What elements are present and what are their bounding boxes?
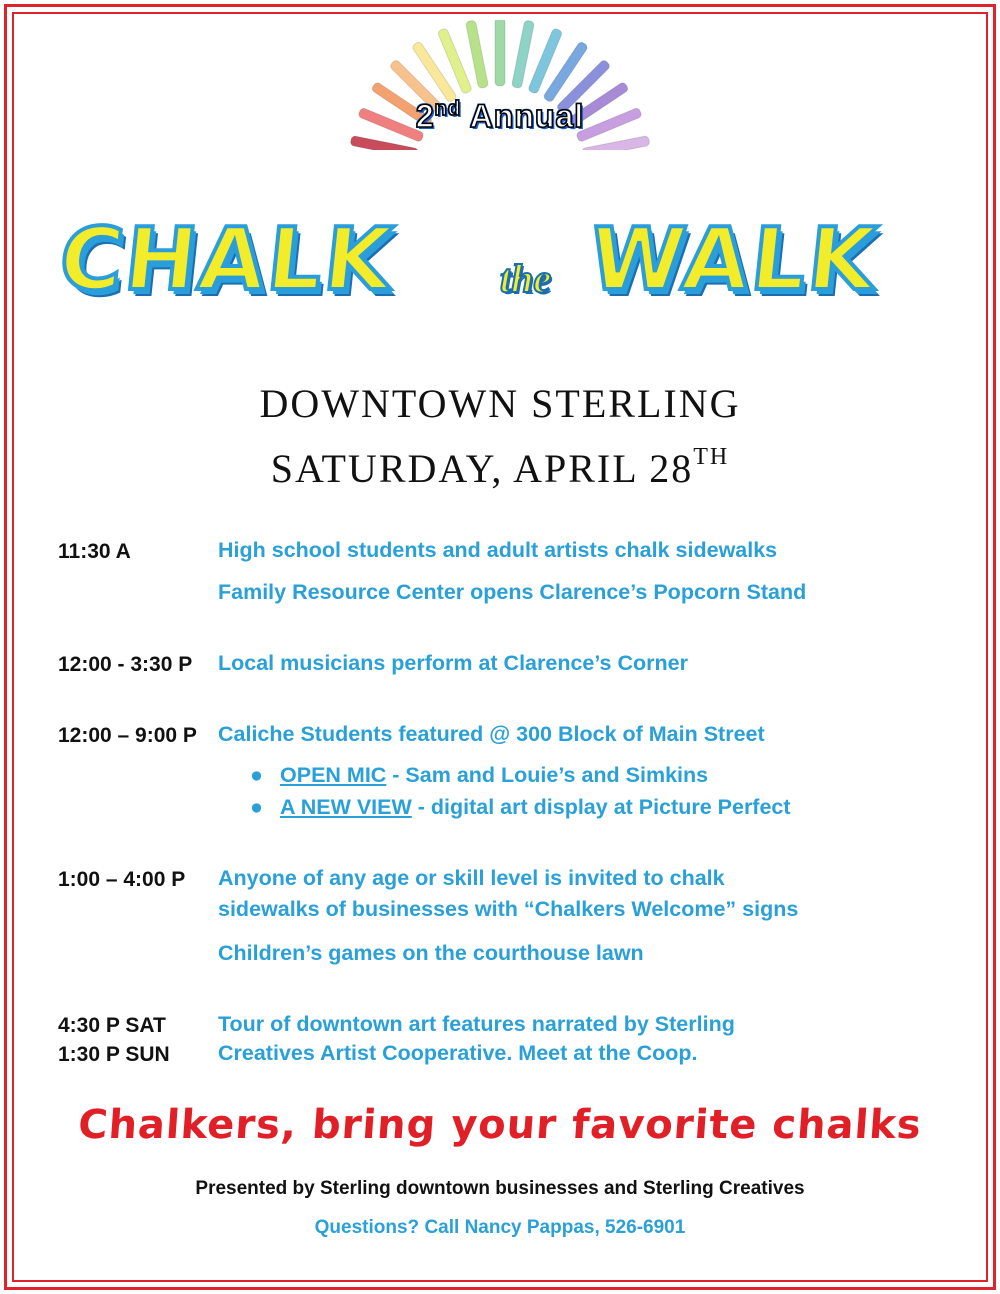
event-date-suffix: TH	[693, 444, 730, 470]
title-chalk: CHALK	[54, 210, 399, 310]
annual-text: Annual	[469, 98, 585, 134]
chalk-stick	[511, 20, 534, 89]
bullet-text: - Sam and Louie’s and Simkins	[386, 763, 709, 787]
annual-label	[0, 98, 1000, 135]
bullet-icon: ●	[250, 795, 263, 819]
bullet-icon: ●	[250, 763, 263, 787]
annual-ordinal: 2	[415, 98, 435, 134]
schedule-time-4: 1:00 – 4:00 P	[58, 868, 186, 891]
schedule-bullets	[250, 759, 791, 823]
schedule-desc-4c: Children’s games on the courthouse lawn	[218, 941, 644, 965]
bullet-text: - digital art display at Picture Perfect	[411, 795, 791, 819]
title-the: the	[500, 256, 552, 301]
page-border-inner	[12, 12, 988, 1282]
schedule-desc-4a: Anyone of any age or skill level is invited to chalk	[218, 866, 725, 890]
event-date-main: SATURDAY, APRIL 28	[270, 446, 694, 491]
schedule-desc-5b: Creatives Artist Cooperative. Meet at the Coop.	[218, 1041, 698, 1065]
schedule-desc-4b: sidewalks of businesses with “Chalkers Welcome” signs	[218, 897, 799, 921]
slogan: Chalkers, bring your favorite chalks	[76, 1102, 924, 1148]
schedule-time-5a: 4:30 P SAT	[58, 1014, 166, 1037]
schedule-time-3: 12:00 – 9:00 P	[58, 724, 197, 747]
schedule-time-1: 11:30 A	[58, 540, 131, 563]
schedule-desc-5a: Tour of downtown art features narrated by Sterling	[218, 1012, 735, 1036]
schedule-desc-3: Caliche Students featured @ 300 Block of Main Street	[218, 722, 765, 746]
contact-info: Questions? Call Nancy Pappas, 526-6901	[314, 1217, 686, 1238]
annual-ordinal-suffix: nd	[434, 98, 462, 120]
schedule-time-2: 12:00 - 3:30 P	[58, 653, 193, 676]
chalk-stick	[465, 20, 488, 89]
schedule-time-5b: 1:30 P SUN	[58, 1043, 170, 1066]
event-location: DOWNTOWN STERLING	[259, 381, 741, 426]
list-item	[250, 759, 791, 791]
list-item	[250, 791, 791, 823]
schedule-desc-1b: Family Resource Center opens Clarence’s Popcorn Stand	[218, 580, 807, 604]
new-view-link[interactable]: A NEW VIEW	[280, 795, 412, 819]
event-date	[0, 444, 1000, 492]
presented-by: Presented by Sterling downtown businesses and Sterling Creatives	[195, 1178, 805, 1199]
chalk-stick	[495, 20, 505, 86]
open-mic-link[interactable]: OPEN MIC	[280, 763, 387, 787]
schedule-desc-2: Local musicians perform at Clarence’s Corner	[218, 651, 688, 675]
schedule-desc-1a: High school students and adult artists chalk sidewalks	[218, 538, 778, 562]
title-walk: WALK	[584, 210, 883, 310]
